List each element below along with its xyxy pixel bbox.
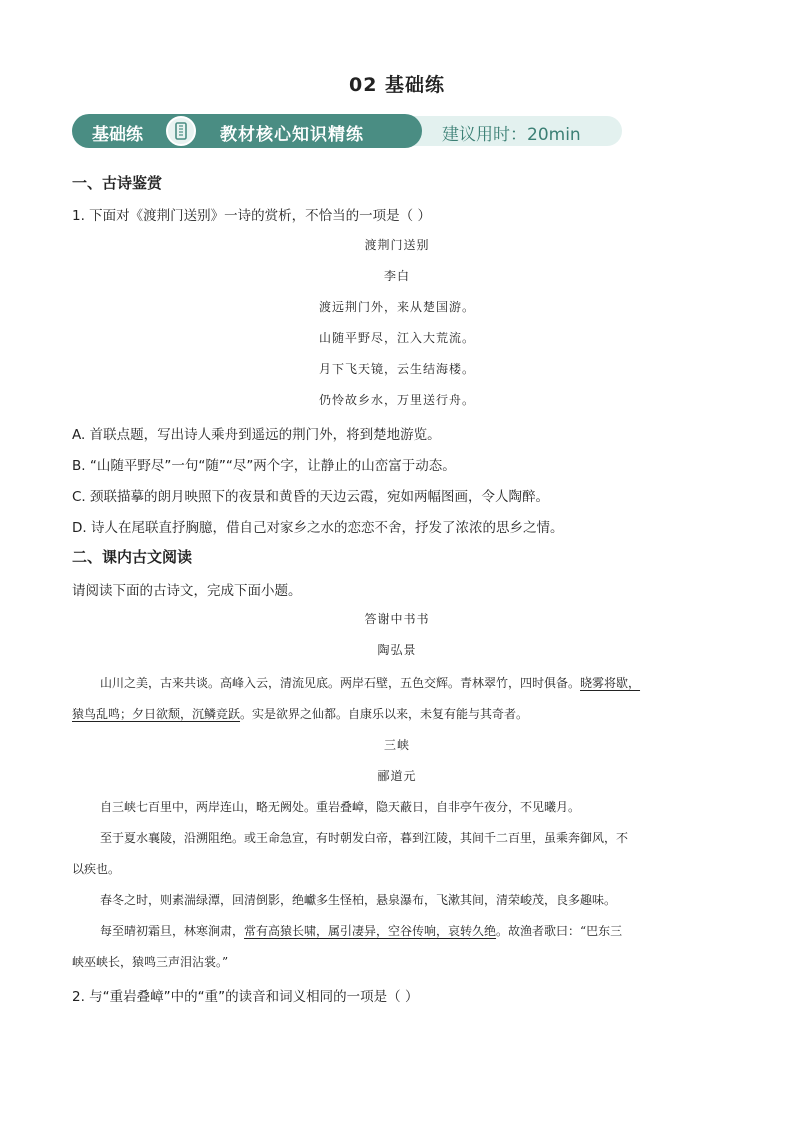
text1-paragraph-line (72, 705, 724, 722)
option-a: A. 首联点题，写出诗人乘舟到遥远的荆门外，将到楚地游览。 (72, 427, 441, 443)
underlined-phrase: 常有高猿长啸，属引凄异，空谷传响，哀转久绝 (244, 924, 497, 938)
poem-line: 月下飞天镜，云生结海楼。 (318, 362, 475, 376)
poem-line: 山随平野尽，江入大荒流。 (318, 331, 475, 345)
text2-paragraph-2: 至于夏水襄陵，沿溯阻绝。或王命急宣，有时朝发白帝，暮到江陵，其间千二百里，虽乘奔御风，不 (100, 831, 629, 845)
text1-sentence: 山川之美，古来共谈。高峰入云，清流见底。两岸石壁，五色交辉。青林翠竹，四时俱备。 (100, 676, 581, 690)
question-1: 1. 下面对《渡荆门送别》一诗的赏析，不恰当的一项是（ ） (72, 208, 431, 224)
text1-author: 陶弘景 (377, 643, 417, 657)
reading-instruction: 请阅读下面的古诗文，完成下面小题。 (72, 583, 302, 599)
text2-paragraph-4-cont: 峡巫峡长，猿鸣三声泪沾裳。” (72, 955, 229, 969)
poem-line: 仍怜故乡水，万里送行舟。 (318, 393, 475, 407)
underlined-phrase: 晓雾将歇， (580, 676, 641, 690)
banner-label-practice: 基础练 (92, 125, 143, 145)
ruler-book-icon (166, 116, 196, 146)
option-c: C. 颈联描摹的朗月映照下的夜景和黄昏的天边云霞，宛如两幅图画，令人陶醉。 (72, 489, 550, 505)
text2-paragraph-2-cont: 以疾也。 (72, 862, 121, 876)
section-banner (72, 114, 622, 148)
text1-sentence: 。实是欲界之仙都。自康乐以来，未复有能与其奇者。 (240, 707, 529, 721)
poem-title: 渡荆门送别 (364, 238, 430, 252)
section-title-classical: 二、课内古文阅读 (72, 548, 193, 566)
banner-label-core: 教材核心知识精练 (220, 125, 364, 145)
banner-main-pill (72, 114, 422, 148)
text1-paragraph-line (72, 674, 752, 691)
question-2: 2. 与“重岩叠嶂”中的“重”的读音和词义相同的一项是（ ） (72, 989, 419, 1005)
text2-sentence: 。故渔者歌曰：“巴东三 (496, 924, 623, 938)
text2-author: 郦道元 (377, 769, 417, 783)
banner-suggested-time: 建议用时：20min (442, 125, 581, 145)
poem-line: 渡远荆门外，来从楚国游。 (318, 300, 475, 314)
text2-paragraph-4 (72, 922, 752, 939)
option-d: D. 诗人在尾联直抒胸臆，借自己对家乡之水的恋恋不舍，抒发了浓浓的思乡之情。 (72, 520, 564, 536)
text1-title: 答谢中书书 (364, 612, 430, 626)
option-b: B. “山随平野尽”一句“随”“尽”两个字，让静止的山峦富于动态。 (72, 458, 456, 474)
underlined-phrase: 猿鸟乱鸣；夕日欲颓，沉鳞竞跃 (72, 707, 241, 721)
text2-paragraph-1: 自三峡七百里中，两岸连山，略无阙处。重岩叠嶂，隐天蔽日，自非亭午夜分，不见曦月。 (100, 800, 581, 814)
poem-author: 李白 (383, 269, 410, 283)
section-title-poem: 一、古诗鉴赏 (72, 174, 163, 192)
text2-sentence: 每至晴初霜旦，林寒涧肃， (100, 924, 245, 938)
text2-title: 三峡 (383, 738, 410, 752)
page-title: 02 基础练 (348, 74, 446, 96)
text2-paragraph-3: 春冬之时，则素湍绿潭，回清倒影，绝巘多生怪柏，悬泉瀑布，飞漱其间，清荣峻茂，良多趣味。 (100, 893, 617, 907)
